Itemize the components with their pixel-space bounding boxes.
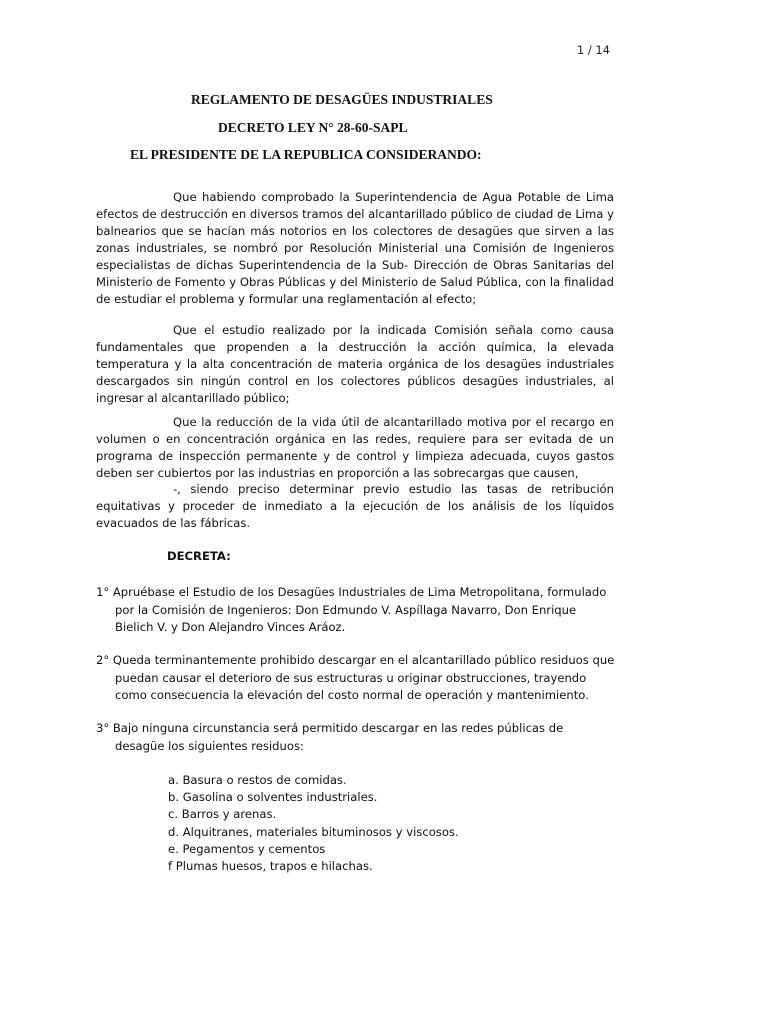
paragraph-1 — [96, 189, 614, 308]
paragraph-text: -, siendo preciso determinar previo estudio las tasas de retribución equitativas y proceder de inmediato a la ejecución de los análisis de los líquidos evacuados de las fábricas. — [96, 482, 614, 530]
article-text: 2° Queda terminantemente prohibido descargar en el alcantarillado público residuos que puedan causar el deterioro de sus estructuras u originar obstrucciones, trayendo como consecuencia la elevación del costo normal de operación y mantenimiento. — [96, 653, 615, 702]
list-item: f Plumas huesos, trapos e hilachas. — [168, 859, 373, 874]
list-item: d. Alquitranes, materiales bituminosos y viscosos. — [168, 824, 459, 839]
article-text: 1° Apruébase el Estudio de los Desagües Industriales de Lima Metropolitana, formulado por la Comisión de Ingenieros: Don Edmundo V. Aspíllaga Navarro, Don Enrique Bielich V. y Don Alejandro Vinces Aráoz. — [96, 585, 607, 634]
decree-number: DECRETO LEY N° 28-60-SAPL — [218, 120, 408, 135]
list-item: c. Barros y arenas. — [168, 807, 277, 822]
paragraph-text: Que la reducción de la vida útil de alcantarillado motiva por el recargo en volumen o en concentración orgánica en las redes, requiere para ser evitada de un programa de inspección permanente y de control y limpieza adecuada, cuyos gastos deben ser cubiertos por las industrias en proporción a las sobrecargas que causen, — [96, 415, 614, 480]
decreta-heading: DECRETA: — [167, 549, 231, 563]
document-title: REGLAMENTO DE DESAGÜES INDUSTRIALES — [191, 92, 493, 107]
list-item: b. Gasolina o solventes industriales. — [168, 790, 378, 805]
article-1 — [96, 584, 616, 637]
paragraph-text: Que habiendo comprobado la Superintendencia de Agua Potable de Lima efectos de destrucción en diversos tramos del alcantarillado público de ciudad de Lima y balnearios que se hacían más notorios en los colectores de desagües que sirven a las zonas industriales, se nombró por Resolución Ministerial una Comisión de Ingenieros especialistas de dichas Superintendencia de la Sub- Dirección de Obras Sanitarias del Ministerio de Fomento y Obras Públicas y del Ministerio de Salud Pública, con la finalidad de estudiar el problema y formular una reglamentación al efecto; — [96, 190, 614, 306]
page-number: 1 / 14 — [576, 43, 610, 57]
article-text: 3° Bajo ninguna circunstancia será permitido descargar en las redes públicas de desagüe los siguientes residuos: — [96, 721, 564, 753]
article-3 — [96, 720, 616, 755]
paragraph-2 — [96, 322, 614, 407]
article-2 — [96, 652, 616, 705]
residues-list — [168, 772, 459, 875]
paragraph-4 — [96, 481, 614, 532]
list-item: a. Basura o restos de comidas. — [168, 773, 347, 787]
paragraph-3 — [96, 414, 614, 482]
paragraph-text: Que el estudio realizado por la indicada Comisión señala como causa fundamentales que propenden a la destrucción la acción química, la elevada temperatura y la alta concentración de materia orgánica de los desagües industriales descargados sin ningún control en los colectores públicos desagües industriales, al ingresar al alcantarillado público; — [96, 323, 614, 405]
list-item: e. Pegamentos y cementos — [168, 841, 326, 856]
president-heading: EL PRESIDENTE DE LA REPUBLICA CONSIDERANDO: — [130, 147, 482, 162]
